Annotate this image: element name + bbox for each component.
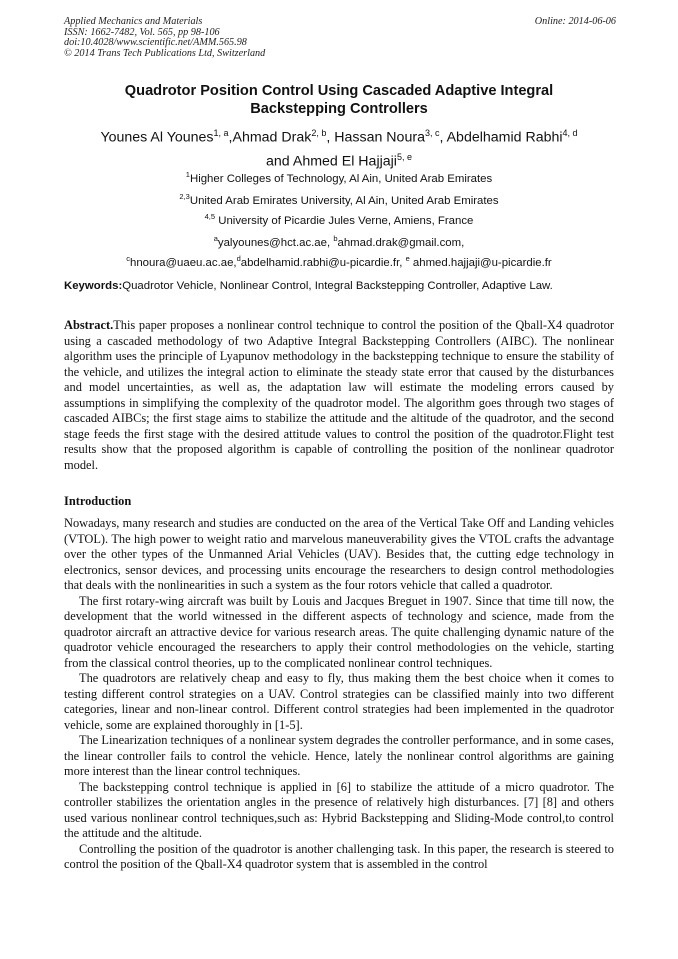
title-line-1: Quadrotor Position Control Using Cascaded Adaptive Integral	[124, 83, 554, 99]
affiliation-text: Higher Colleges of Technology, Al Ain, United Arab Emirates	[189, 172, 493, 185]
paragraph: The quadrotors are relatively cheap and easy to fly, thus making them the best choice when it comes to testing different control strategies on a UAV. Control strategies can be classified mainly into two different categories, linear and non-linear control. Different control strategies had been implemented in the quadrotor vehicle, some are explained thoroughly in [1-5].	[64, 671, 614, 732]
email-d[interactable]: abdelhamid.rabhi@u-picardie.fr,	[240, 256, 406, 269]
author-sup: 2, b	[311, 128, 327, 138]
email-e[interactable]: ahmed.hajjaji@u-picardie.fr	[409, 256, 552, 269]
author-sep: ,	[439, 129, 447, 146]
affiliation-text: United Arab Emirates University, Al Ain, United Arab Emirates	[189, 194, 499, 207]
journal-header	[64, 17, 265, 59]
author-name: Younes Al Younes	[100, 129, 214, 146]
email-c[interactable]: hnoura@uaeu.ac.ae,	[130, 256, 237, 269]
paragraph: Controlling the position of the quadrotor is another challenging task. In this paper, the research is steered to control the position of the Qball-X4 quadrotor system that is assembled in the control	[64, 841, 614, 871]
emails-line-2	[60, 251, 618, 271]
email-sup: c	[126, 253, 131, 263]
paper-title	[60, 82, 618, 118]
author-sup: 4, d	[562, 128, 578, 138]
authors-line-1	[60, 124, 618, 148]
issn-line: ISSN: 1662-7482, Vol. 565, pp 98-106	[64, 26, 220, 38]
author-sup: 3, c	[424, 128, 440, 138]
author-sup: 1, a	[213, 128, 229, 138]
online-date: Online: 2014-06-06	[534, 16, 616, 27]
affiliation-sup: 1	[185, 170, 190, 179]
affiliation-sup: 4,5	[204, 212, 216, 221]
author-name: Abdelhamid Rabhi	[446, 129, 563, 146]
affiliation-text: University of Picardie Jules Verne, Amiens, France	[215, 214, 474, 227]
affiliation-sup: 2,3	[179, 192, 190, 201]
author-sep: ,	[326, 129, 335, 146]
section-heading: Introduction	[64, 494, 132, 508]
journal-name: Applied Mechanics and Materials	[64, 16, 203, 27]
email-list	[60, 231, 618, 271]
paragraph: Nowadays, many research and studies are conducted on the area of the Vertical Take Off and Landing vehicles (VTOL). The high power to weight ratio and marvelous maneuverability gives the VTOL crafts the advantage over the other types of the Unmanned Arial Vehicles (UAV). Besides that, the cutting edge technology in electronics, sensor devices, and processing units encourage the researchers to design control methodologies that deals with the nonlinearities in such a system as the four rotors vehicle that called a quadrotor.	[64, 516, 614, 592]
author-sup: 5, e	[396, 151, 412, 162]
copyright-line: © 2014 Trans Tech Publications Ltd, Switzerland	[64, 47, 266, 59]
emails-line-1	[60, 231, 618, 251]
paragraph: The Linearization techniques of a nonlinear system degrades the controller performance, and in some cases, the linear controller fails to control the vehicle. Hence, lately the nonlinear control algorithms are gaining more interest than the linear control techniques.	[64, 733, 614, 778]
keywords-label: Keywords:	[64, 280, 123, 292]
doi-line: doi:10.4028/www.scientific.net/AMM.565.98	[64, 37, 247, 49]
email-sup: a	[213, 234, 218, 243]
affiliation-3	[60, 210, 618, 228]
author-name: Hassan Noura	[334, 129, 425, 146]
paragraph: The first rotary-wing aircraft was built by Louis and Jacques Breguet in 1907. Since that time till now, the development that the world witnessed in the different aspects of technology and science, made from the quadrotor aircraft an attractive device for various research areas. The quite challenging dynamic nature of the quadrotor vehicle encouraged the researchers to apply their control methodologies on the vehicle, starting from the classical control theories, up to the complicated nonlinear control techniques.	[64, 593, 614, 670]
abstract-label: Abstract.	[64, 318, 114, 332]
abstract	[64, 318, 614, 473]
email-sup: d	[236, 253, 241, 263]
title-line-2: Backstepping Controllers	[250, 101, 428, 117]
keywords-text: Quadrotor Vehicle, Nonlinear Control, Integral Backstepping Controller, Adaptive Law.	[122, 280, 553, 292]
author-name: and Ahmed El Hajjaji	[266, 153, 397, 170]
affiliation-2	[60, 190, 618, 208]
author-sep: ,	[228, 129, 233, 146]
affiliation-1	[60, 168, 618, 186]
paragraph: The backstepping control technique is applied in [6] to stabilize the attitude of a micro quadrotor. The controller stabilizes the orientation angles in the presence of relatively high disturbances. [7] [8] and others used various nonlinear control techniques,such as: Hybrid Backstepping and Sliding-Mode control,to control the attitude and the altitude.	[64, 779, 614, 840]
abstract-text: This paper proposes a nonlinear control technique to control the position of the Qball-X4 quadrotor using a cascaded methodology of two Adaptive Integral Backstepping Controllers (AIBC). The nonlinear algorithm uses the principle of Lyapunov methodology in the backstepping technique to ensure the stability of the vehicle, and utilizes the integral action to eliminate the steady state error that caused by the disturbances and model uncertainties, as well as, the adaptation law will estimate the modeling errors caused by assumptions in simplifying the complexity of the quadrotor model. The algorithm goes through two stages of cascaded AIBCs; the first stage aims to stabilize the attitude and the altitude of the quadrotor, and the second stage feeds the first stage with the desired attitude values to control the position of the quadrotor.Flight test results show that the proposed algorithm is capable of controlling the position of the nonlinear quadrotor model.	[64, 318, 614, 472]
email-b[interactable]: ahmad.drak@gmail.com,	[337, 236, 465, 249]
keywords	[64, 279, 616, 293]
email-sup: e	[405, 253, 410, 263]
author-list	[60, 124, 618, 171]
introduction-body	[64, 516, 614, 873]
email-sup: b	[333, 234, 338, 243]
author-name: Ahmad Drak	[232, 129, 312, 146]
email-a[interactable]: yalyounes@hct.ac.ae,	[217, 236, 334, 249]
